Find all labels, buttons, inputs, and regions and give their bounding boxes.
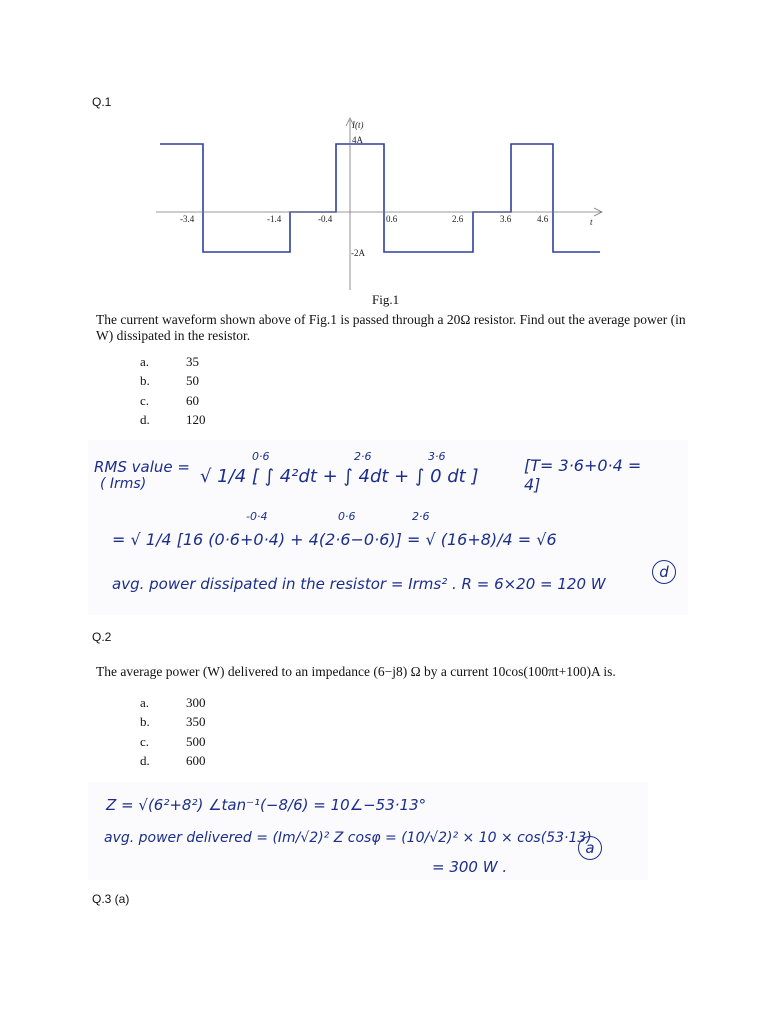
- tick-label: -3.4: [180, 214, 195, 224]
- avg-power-line: avg. power delivered = (Im/√2)² Z cosφ = (10/√2)² × 10 × cos(53·13): [104, 830, 592, 846]
- option-c: c. 500: [140, 733, 206, 749]
- option-a: a. 300: [140, 694, 206, 710]
- figure-caption: Fig.1: [372, 292, 400, 307]
- limit-upper-2: 2·6: [354, 450, 372, 463]
- question-1-label: Q.1: [92, 95, 112, 109]
- tick-label: -1.4: [267, 214, 282, 224]
- option-b: b. 350: [140, 714, 206, 730]
- question-1-text: The current waveform shown above of Fig.1 is passed through a 20Ω resistor. Find out the average power (in W) dissipated in the resistor.: [96, 312, 686, 343]
- tick-label: 3.6: [500, 214, 512, 224]
- waveform-figure: [150, 112, 610, 290]
- tick-label: 0.6: [386, 214, 398, 224]
- rms-label-sub: ( Irms): [100, 476, 147, 492]
- limit-lower-1: -0·4: [246, 510, 268, 523]
- option-a: a. 35: [140, 353, 199, 369]
- tick-label: -0.4: [318, 214, 333, 224]
- question-2-label: Q.2: [92, 630, 112, 644]
- limit-upper-3: 3·6: [428, 450, 446, 463]
- period-note: [T= 3·6+0·4 = 4]: [524, 456, 642, 494]
- limit-lower-2: 0·6: [338, 510, 356, 523]
- power-answer: = 300 W .: [432, 858, 508, 876]
- rms-label: RMS value =: [94, 458, 190, 476]
- limit-lower-3: 2·6: [412, 510, 430, 523]
- rms-integral: √ 1/4 [ ∫ 4²dt + ∫ 4dt + ∫ 0 dt ]: [200, 466, 479, 487]
- option-d: d. 120: [140, 412, 206, 428]
- tick-label: 4.6: [537, 214, 549, 224]
- tick-label: 2.6: [452, 214, 464, 224]
- question-2-text: The average power (W) delivered to an impedance (6−j8) Ω by a current 10cos(100πt+100)A is.: [96, 664, 616, 679]
- limit-upper-1: 0·6: [252, 450, 270, 463]
- option-b: b. 50: [140, 373, 199, 389]
- waveform-line: [160, 144, 600, 252]
- answer-circle: d: [652, 560, 676, 584]
- answer-circle: a: [578, 836, 602, 860]
- option-d: d. 600: [140, 753, 206, 769]
- y-axis-label: I(t): [352, 120, 364, 130]
- impedance-line: Z = √(6²+8²) ∠tan⁻¹(−8/6) = 10∠−53·13°: [106, 796, 427, 814]
- question-2-options: [140, 693, 206, 771]
- option-c: c. 60: [140, 392, 199, 408]
- question-3-label: Q.3 (a): [92, 892, 130, 906]
- low-level-label: -2A: [351, 248, 365, 258]
- high-level-label: 4A: [352, 135, 363, 145]
- x-axis-label: t: [590, 217, 593, 227]
- rms-simplification: = √ 1/4 [16 (0·6+0·4) + 4(2·6−0·6)] = √ (16+8)/4 = √6: [112, 530, 557, 549]
- question-1-options: [140, 352, 206, 430]
- power-result: avg. power dissipated in the resistor = Irms² . R = 6×20 = 120 W: [112, 575, 606, 593]
